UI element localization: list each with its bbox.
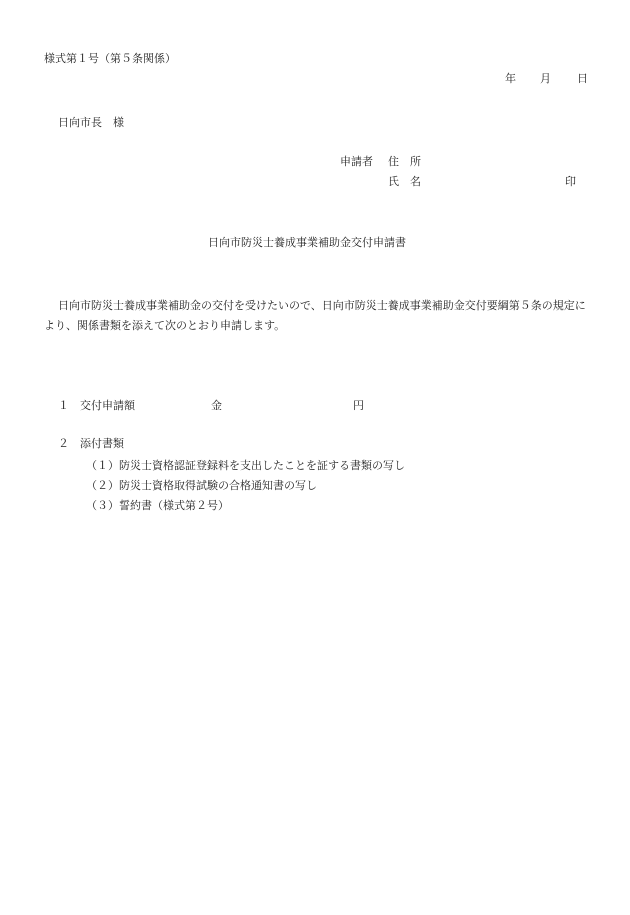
- attachment-item: （３）誓約書（様式第２号）: [86, 499, 229, 512]
- seal-label: 印: [565, 175, 576, 188]
- document-title: 日向市防災士養成事業補助金交付申請書: [208, 236, 406, 249]
- item-2-label: 添付書類: [80, 437, 124, 450]
- applicant-label: 申請者: [340, 155, 373, 168]
- date-year-label: 年: [505, 72, 516, 85]
- attachment-item: （１）防災士資格認証登録料を支出したことを証する書類の写し: [86, 459, 405, 472]
- applicant-address-label: 住 所: [388, 155, 421, 168]
- body-paragraph: 日向市防災士養成事業補助金の交付を受けたいので、日向市防災士養成事業補助金交付要綱第５条の規定により、関係書類を添えて次のとおり申請します。: [44, 299, 586, 332]
- applicant-name-label: 氏 名: [388, 175, 421, 188]
- item-1-label: 交付申請額: [80, 399, 135, 412]
- addressee: 日向市長 様: [58, 116, 124, 129]
- date-month-label: 月: [540, 72, 551, 85]
- amount-unit: 円: [353, 399, 364, 412]
- date-day-label: 日: [577, 72, 588, 85]
- item-2-number: ２: [58, 437, 69, 450]
- amount-prefix: 金: [211, 399, 222, 412]
- form-number: 様式第１号（第５条関係）: [44, 52, 176, 65]
- attachment-item: （２）防災士資格取得試験の合格通知書の写し: [86, 479, 317, 492]
- item-1-number: １: [58, 399, 69, 412]
